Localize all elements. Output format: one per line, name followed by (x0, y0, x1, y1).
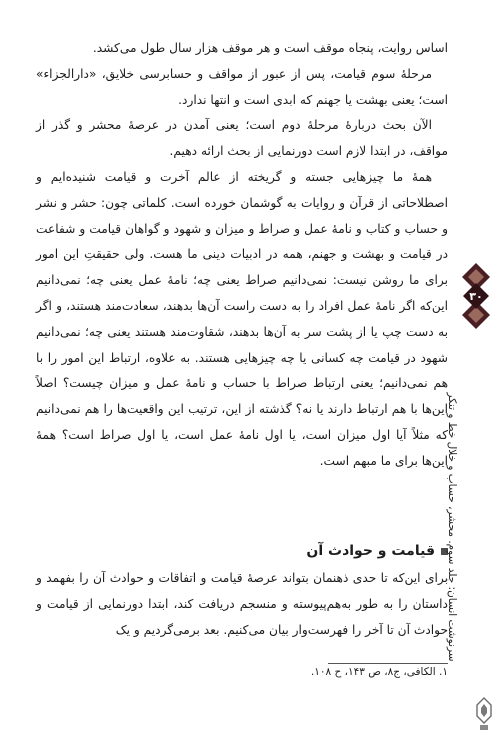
section-heading-text: قیامت و حوادث آن (306, 543, 435, 559)
footnote-divider (328, 663, 448, 664)
paragraph-2: مرحلهٔ سوم قیامت، پس از عبور از مواقف و حسابرسی خلایق، «دارالجزاء» است؛ یعنی بهشت یا جهنم که ابدی است و انتها ندارد. (36, 66, 448, 107)
running-title: سرنوشت انسان: جلد سوم. محشر، حساب و خلال خط و تنکر (446, 392, 458, 662)
publisher-logo-icon (474, 696, 494, 732)
body-text-top (36, 36, 448, 475)
page-number-ornament-icon (459, 261, 493, 331)
paragraph-1: اساس روایت، پنجاه موقف است و هر موقف هزار سال طول می‌کشد. (92, 41, 448, 55)
page-number: ۳۰ (469, 290, 483, 303)
footnote: ۱. الکافی، ج۸، ص ۱۴۳، ح ۱۰۸. (310, 666, 448, 678)
section-heading (68, 543, 448, 559)
paragraph-4: همهٔ ما چیزهایی جسته و گریخته از عالم آخرت و قیامت شنیده‌ایم و اصطلاحاتی از قرآن و روایات به گوشمان خورده است. کلماتی چون: حشر و نشر و حساب و کتاب و نامهٔ عمل و صراط و میزان و شهود و گواهان قیامت و شفاعت در قیامت و بهشت و جهنم، همه در ادبیات دینی ما هست. ولی حقیقتِ این امور برای ما روشن نیست: نمی‌دانیم صراط یعنی چه؛ نامهٔ عمل یعنی چه؛ نمی‌دانیم این‌که اگر نامهٔ عمل افراد را به دست راست آن‌ها بدهند، سعادت‌مند هستند، و اگر به دست چپ یا از پشت سر به آن‌ها بدهند، شقاوت‌مند هستند یعنی چه؛ نمی‌دانیم شهود در قیامت چه کسانی یا چه چیزهایی هستند. به علاوه، ارتباط این امور را با هم نمی‌دانیم؛ یعنی ارتباط صراط با حساب و نامهٔ عمل و میزان چیست؟ اصلاً این‌ها با هم ارتباط دارند یا نه؟ گذشته از این، ترتیب این واقعیت‌ها را هم نمی‌دانیم که مثلاً آیا اول میزان است، یا اول نامهٔ عمل است، یا اول صراط است؟ همهٔ این‌ها برای ما مبهم است. (36, 169, 448, 468)
body-text-bottom (36, 566, 448, 643)
paragraph-3: الآن بحث دربارهٔ مرحلهٔ دوم است؛ یعنی آمدن در عرصهٔ محشر و گذر از مواقف، در ابتدا لازم است دورنمایی از بحث ارائه دهیم. (36, 118, 448, 159)
section-paragraph: برای این‌که تا حدی ذهنمان بتواند عرصهٔ قیامت و اتفاقات و حوادث آن را بفهمد و داستان را به طور به‌هم‌پیوسته و منسجم دریافت کند، ابتدا دورنمایی از قیامت و حوادث آن تا آخر را فهرست‌وار بیان می‌کنیم. بعد برمی‌گردیم و یک (36, 571, 448, 637)
